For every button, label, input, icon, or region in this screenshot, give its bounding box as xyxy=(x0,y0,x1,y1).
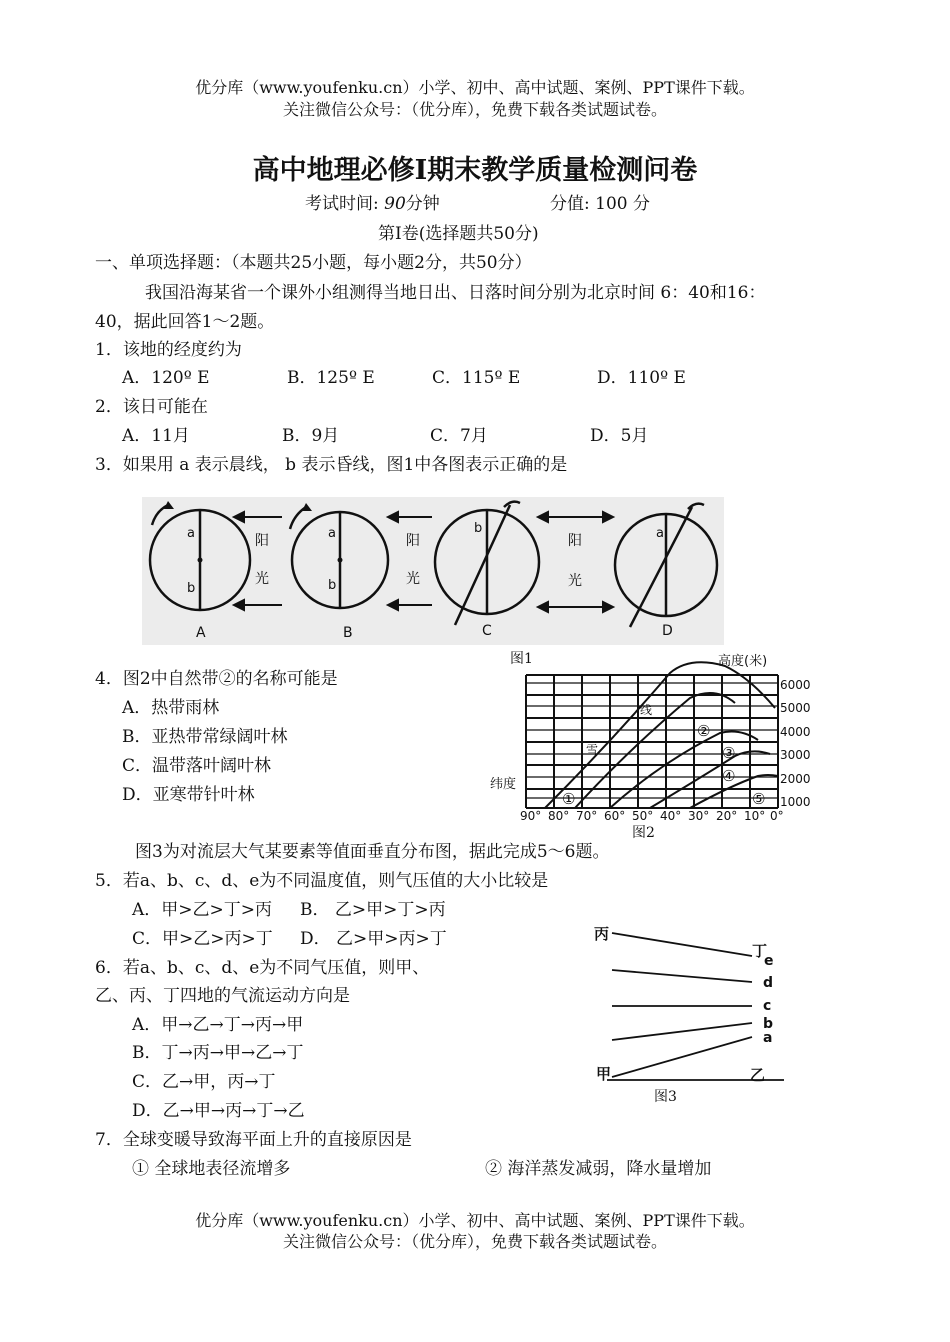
fig2-zone-2: ② xyxy=(697,722,711,740)
fig2-height-4000: 4000 xyxy=(780,725,811,739)
q6-option-d: D．乙→甲→丙→丁→乙 xyxy=(132,1101,305,1121)
fig2-lat-80: 80° xyxy=(548,809,570,823)
fig2-lat-0: 0° xyxy=(770,809,784,823)
q2-option-a: A．11月 xyxy=(122,426,190,446)
q1-option-b: B．125º E xyxy=(287,368,375,388)
fig1-sun-char-4: 光 xyxy=(406,571,420,587)
q5-option-c: C．甲>乙>丙>丁 xyxy=(132,929,273,949)
q4-stem: 4．图2中自然带②的名称可能是 xyxy=(95,669,338,689)
q1-stem: 1．该地的经度约为 xyxy=(95,340,242,360)
fig2-zone-5: ⑤ xyxy=(752,790,766,808)
fig3-place-yi: 乙 xyxy=(750,1066,766,1084)
figure-1 xyxy=(142,497,724,645)
footer-line-2: 关注微信公众号：（优分库），免费下载各类试题试卷。 xyxy=(282,1232,667,1251)
fig2-height-2000: 2000 xyxy=(780,772,811,786)
q4-option-a: A．热带雨林 xyxy=(122,698,220,718)
q6-option-a: A．甲→乙→丁→丙→甲 xyxy=(132,1015,304,1035)
figure-1-caption: 图1 xyxy=(510,651,533,667)
intro-q5-6: 图3为对流层大气某要素等值面垂直分布图，据此完成5～6题。 xyxy=(135,842,610,862)
fig2-height-3000: 3000 xyxy=(780,748,811,762)
q7-option-2: ② 海洋蒸发减弱，降水量增加 xyxy=(485,1159,712,1179)
fig3-place-jia: 甲 xyxy=(596,1065,612,1083)
fig2-lat-70: 70° xyxy=(576,809,598,823)
q2-option-c: C．7月 xyxy=(430,426,488,446)
fig1-panel-b: B xyxy=(343,625,353,641)
q6-option-c: C．乙→甲，丙→丁 xyxy=(132,1072,276,1092)
q2-option-d: D．5月 xyxy=(590,426,649,446)
exam-time-label: 考试时间: xyxy=(305,194,379,214)
fig1-sun-char-3: 阳 xyxy=(406,533,420,549)
fig1-line-label-a: a xyxy=(187,526,195,541)
q3-stem: 3．如果用 a 表示晨线， b 表示昏线，图1中各图表示正确的是 xyxy=(95,455,568,475)
header-line-1: 优分库（www.youfenku.cn）小学、初中、高中试题、案例、PPT课件下载。 xyxy=(195,78,755,97)
fig3-place-ding: 丁 xyxy=(752,942,768,960)
q5-option-b: B． 乙>甲>丁>丙 xyxy=(300,900,446,920)
fig2-zone-3: ③ xyxy=(722,744,736,762)
fig2-height-5000: 5000 xyxy=(780,701,811,715)
fig2-height-label: 高度(米) xyxy=(718,654,768,669)
fig2-lat-30: 30° xyxy=(688,809,710,823)
fig3-line-d: d xyxy=(763,975,774,991)
fig1-sun-char-5: 阳 xyxy=(568,533,582,549)
q6-option-b: B．丁→丙→甲→乙→丁 xyxy=(132,1043,304,1063)
fig2-lat-40: 40° xyxy=(660,809,682,823)
fig2-lat-20: 20° xyxy=(716,809,738,823)
fig3-line-a: a xyxy=(763,1030,773,1046)
q5-option-d: D． 乙>甲>丙>丁 xyxy=(300,929,447,949)
q4-option-b: B．亚热带常绿阔叶林 xyxy=(122,727,288,747)
figure-3-caption: 图3 xyxy=(654,1089,677,1105)
exam-time xyxy=(305,192,440,216)
q5-option-a: A．甲>乙>丁>丙 xyxy=(132,900,273,920)
fig3-place-bing: 丙 xyxy=(594,925,610,943)
exam-time-unit: 分钟 xyxy=(405,194,440,214)
q1-option-a: A．120º E xyxy=(122,368,210,388)
fig1-line-label-a2: a xyxy=(328,526,336,541)
fig2-lat-50: 50° xyxy=(632,809,654,823)
q1-option-c: C．115º E xyxy=(432,368,521,388)
fig1-sun-char-2: 光 xyxy=(255,571,269,587)
exam-time-value: 90 xyxy=(384,194,406,214)
intro-q1-2-line2: 40，据此回答1～2题。 xyxy=(95,312,275,332)
part-heading: 第Ⅰ卷(选择题共50分) xyxy=(378,224,539,244)
fig3-line-e: e xyxy=(764,953,774,969)
figure-2-caption: 图2 xyxy=(632,825,655,841)
fig1-panel-d: D xyxy=(662,623,673,639)
q1-option-d: D．110º E xyxy=(597,368,686,388)
fig3-line-c: c xyxy=(763,998,772,1014)
fig2-lat-10: 10° xyxy=(744,809,766,823)
fig2-height-6000: 6000 xyxy=(780,678,811,692)
fig2-height-1000: 1000 xyxy=(780,795,811,809)
fig2-lat-label: 纬度 xyxy=(490,777,517,792)
header-line-2: 关注微信公众号：（优分库），免费下载各类试题试卷。 xyxy=(282,100,667,119)
fig2-lat-60: 60° xyxy=(604,809,626,823)
intro-q1-2-line1: 我国沿海某省一个课外小组测得当地日出、日落时间分别为北京时间 6：40和16： xyxy=(145,283,766,303)
q7-stem: 7．全球变暖导致海平面上升的直接原因是 xyxy=(95,1130,412,1150)
figure-2 xyxy=(490,648,811,823)
q7-option-1: ① 全球地表径流增多 xyxy=(132,1159,291,1179)
q2-stem: 2．该日可能在 xyxy=(95,397,208,417)
fig1-line-label-a4: a xyxy=(656,526,664,541)
fig1-panel-a: A xyxy=(196,625,206,641)
q6-stem-line1: 6．若a、b、c、d、e为不同气压值，则甲、 xyxy=(95,958,430,978)
section-heading: 一、单项选择题：（本题共25小题，每小题2分，共50分） xyxy=(95,253,532,273)
fig3-line-b: b xyxy=(763,1016,774,1032)
q6-stem-line2: 乙、丙、丁四地的气流运动方向是 xyxy=(95,986,350,1006)
fig1-sun-char-6: 光 xyxy=(568,573,582,589)
fig1-panel-c: C xyxy=(482,623,492,639)
fig1-sun-char-1: 阳 xyxy=(255,533,269,549)
footer-line-1: 优分库（www.youfenku.cn）小学、初中、高中试题、案例、PPT课件下载。 xyxy=(195,1211,755,1230)
exam-score: 分值: 100 分 xyxy=(550,194,650,214)
q4-option-d: D．亚寒带针叶林 xyxy=(122,785,255,805)
q2-option-b: B．9月 xyxy=(282,426,340,446)
q5-stem: 5．若a、b、c、d、e为不同温度值，则气压值的大小比较是 xyxy=(95,871,549,891)
fig2-lat-90: 90° xyxy=(520,809,542,823)
fig2-zone-1: ① xyxy=(562,790,576,808)
fig2-curve-label-2: 雪 xyxy=(586,743,599,757)
fig1-line-label-b3: b xyxy=(474,521,483,536)
q4-option-c: C．温带落叶阔叶林 xyxy=(122,756,272,776)
fig2-zone-4: ④ xyxy=(722,767,736,785)
page-title: 高中地理必修Ⅰ期末教学质量检测问卷 xyxy=(252,155,698,186)
fig2-curve-label-1: 线 xyxy=(640,703,653,717)
figure-3 xyxy=(592,920,792,1088)
fig1-line-label-b2: b xyxy=(328,578,337,593)
fig1-line-label-b: b xyxy=(187,581,196,596)
